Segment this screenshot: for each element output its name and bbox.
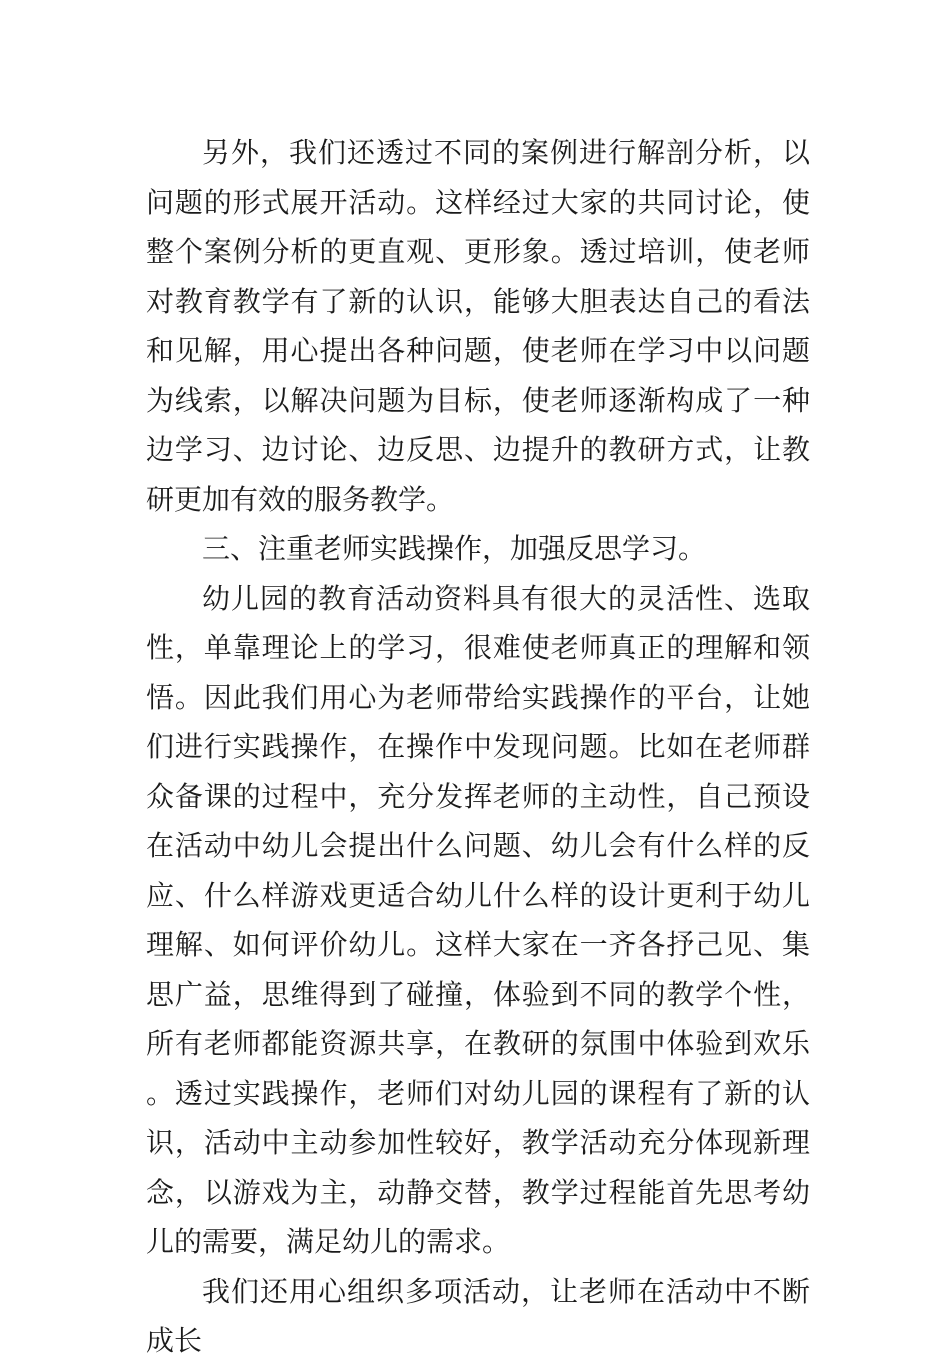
paragraph-practice-operation: 幼儿园的教育活动资料具有很大的灵活性、选取性，单靠理论上的学习，很难使老师真正的理解和领悟。因此我们用心为老师带给实践操作的平台，让她们进行实践操作，在操作中发现问题。比如在老师群众备课的过程中，充分发挥老师的主动性，自己预设在活动中幼儿会提出什么问题、幼儿会有什么样的反应、什么样游戏更适合幼儿什么样的设计更利于幼儿理解、如何评价幼儿。这样大家在一齐各抒己见、集思广益，思维得到了碰撞，体验到不同的教学个性，所有老师都能资源共享，在教研的氛围中体验到欢乐。透过实践操作，老师们对幼儿园的课程有了新的认识，活动中主动参加性较好，教学活动充分体现新理念，以游戏为主，动静交替，教学过程能首先思考幼儿的需要，满足幼儿的需求。: [146, 581, 810, 1258]
section-heading-practice: 三、注重老师实践操作，加强反思学习。: [202, 532, 707, 565]
paragraph-case-analysis: 另外，我们还透过不同的案例进行解剖分析，以问题的形式展开活动。这样经过大家的共同讨论，使整个案例分析的更直观、更形象。透过培训，使老师对教育教学有了新的认识，能够大胆表达自己的看法和见解，用心提出各种问题，使老师在学习中以问题为线索，以解决问题为目标，使老师逐渐构成了一种边学习、边讨论、边反思、边提升的教研方式，让教研更加有效的服务教学。: [146, 136, 810, 516]
document-body: [146, 128, 810, 1366]
paragraph-activities: 我们还用心组织多项活动，让老师在活动中不断成长: [146, 1274, 810, 1357]
